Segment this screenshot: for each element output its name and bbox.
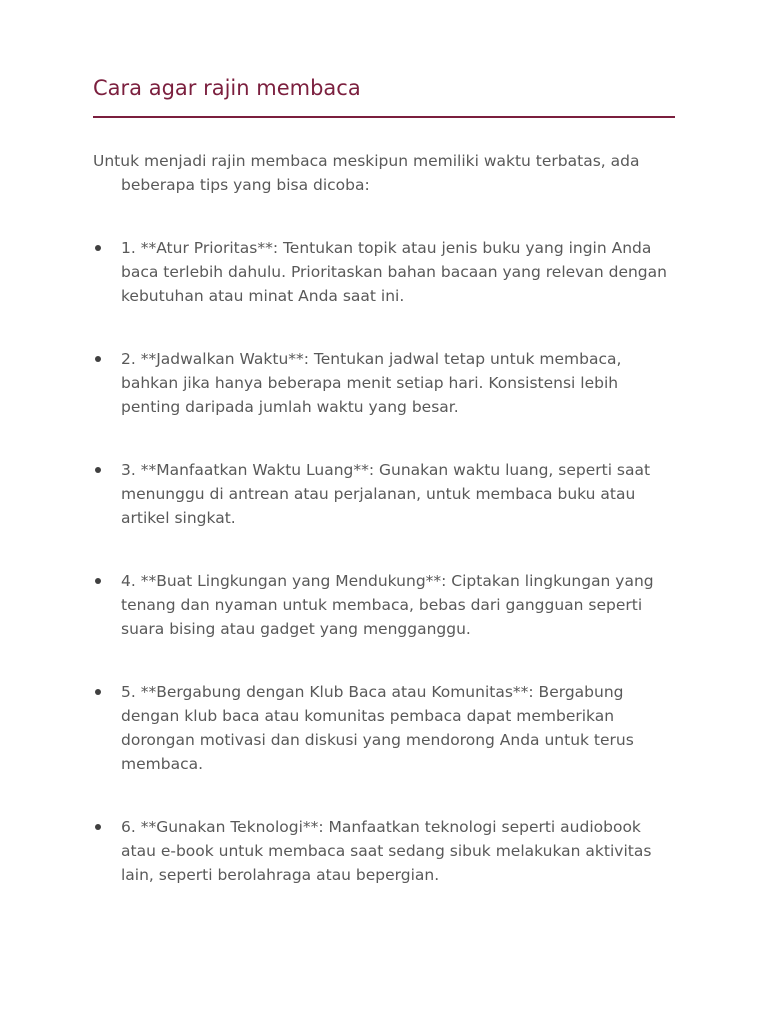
bullet-icon <box>95 689 101 695</box>
list-item <box>93 236 675 308</box>
tip-text: 3. **Manfaatkan Waktu Luang**: Gunakan waktu luang, seperti saat menunggu di antrean atau perjalanan, untuk membaca buku atau artikel singkat. <box>121 461 651 527</box>
bullet-icon <box>95 467 101 473</box>
page-title: Cara agar rajin membaca <box>93 76 361 100</box>
tip-text: 5. **Bergabung dengan Klub Baca atau Komunitas**: Bergabung dengan klub baca atau komunitas pembaca dapat memberikan dorongan motivasi dan diskusi yang mendorong Anda untuk terus membaca. <box>121 683 634 773</box>
tip-text: 1. **Atur Prioritas**: Tentukan topik atau jenis buku yang ingin Anda baca terlebih dahulu. Prioritaskan bahan bacaan yang relevan dengan kebutuhan atau minat Anda saat ini. <box>121 239 667 305</box>
bullet-icon <box>95 245 101 251</box>
tip-text: 4. **Buat Lingkungan yang Mendukung**: Ciptakan lingkungan yang tenang dan nyaman untuk membaca, bebas dari gangguan seperti suara bising atau gadget yang mengganggu. <box>121 572 654 638</box>
list-item <box>93 569 675 641</box>
intro-paragraph: Untuk menjadi rajin membaca meskipun memiliki waktu terbatas, ada beberapa tips yang bisa dicoba: <box>93 152 640 194</box>
title-underline <box>93 116 675 118</box>
bullet-icon <box>95 824 101 830</box>
bullet-icon <box>95 356 101 362</box>
tip-text: 6. **Gunakan Teknologi**: Manfaatkan teknologi seperti audiobook atau e-book untuk membaca saat sedang sibuk melakukan aktivitas lain, seperti berolahraga atau bepergian. <box>121 818 652 884</box>
list-item <box>93 680 675 776</box>
list-item <box>93 347 675 419</box>
list-item <box>93 458 675 530</box>
tip-text: 2. **Jadwalkan Waktu**: Tentukan jadwal tetap untuk membaca, bahkan jika hanya beberapa menit setiap hari. Konsistensi lebih penting daripada jumlah waktu yang besar. <box>121 350 622 416</box>
list-item <box>93 815 675 887</box>
bullet-icon <box>95 578 101 584</box>
tips-list <box>93 236 675 926</box>
